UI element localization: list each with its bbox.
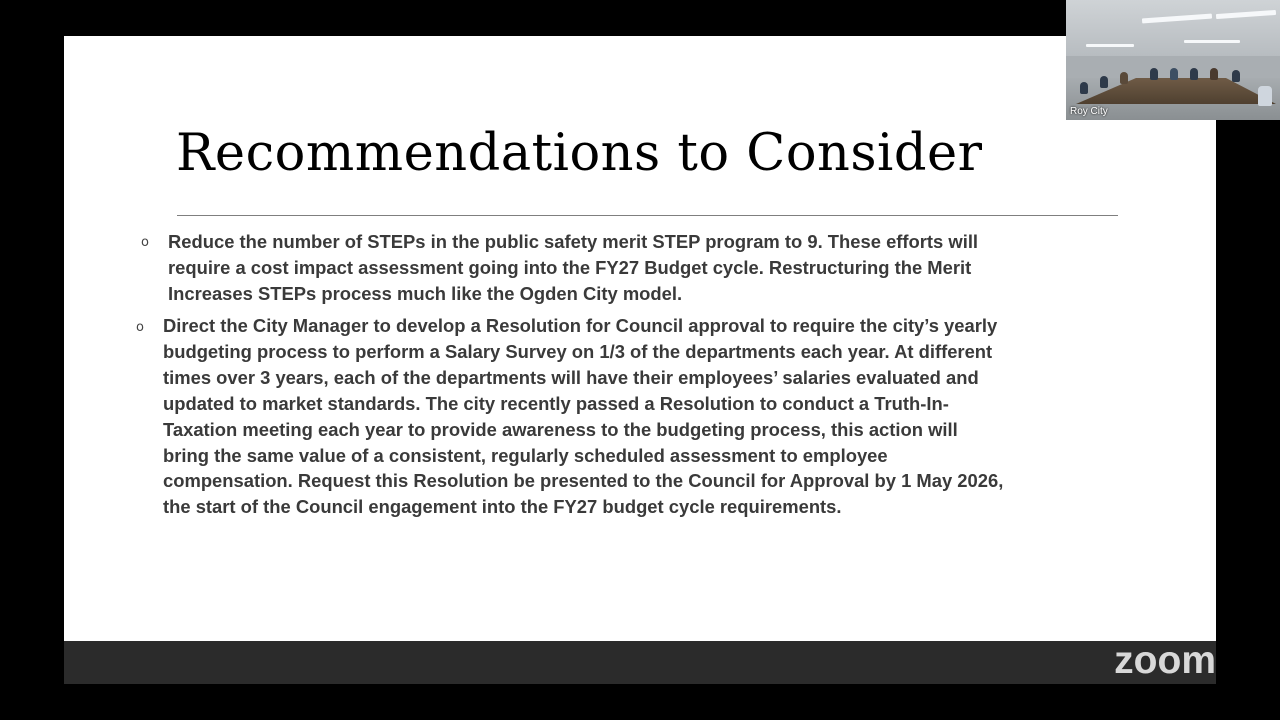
participant-figure bbox=[1150, 68, 1158, 80]
ceiling-light bbox=[1086, 44, 1134, 47]
bullet-item-1 bbox=[141, 229, 1148, 307]
participant-figure bbox=[1120, 72, 1128, 84]
bullet-line: times over 3 years, each of the departments will have their employees’ salaries evaluated and bbox=[163, 366, 979, 388]
bullet-line: bring the same value of a consistent, regularly scheduled assessment to employee bbox=[163, 444, 888, 466]
bullet-line: require a cost impact assessment going into the FY27 Budget cycle. Restructuring the Merit bbox=[168, 256, 972, 278]
bullet-line: Reduce the number of STEPs in the public safety merit STEP program to 9. These efforts will bbox=[168, 231, 979, 252]
participant-figure bbox=[1080, 82, 1088, 94]
zoom-watermark-bar bbox=[64, 641, 1216, 684]
presentation-slide bbox=[64, 36, 1216, 641]
bullet-line: compensation. Request this Resolution be presented to the Council for Approval by 1 May 2026, bbox=[163, 470, 1004, 492]
title-divider bbox=[177, 215, 1118, 216]
participant-figure bbox=[1232, 70, 1240, 82]
ceiling-light bbox=[1184, 40, 1240, 43]
bullet-line: updated to market standards. The city recently passed a Resolution to conduct a Truth-In- bbox=[163, 392, 949, 414]
bullet-line: Direct the City Manager to develop a Resolution for Council approval to require the city’s yearly bbox=[163, 315, 998, 336]
participant-figure bbox=[1100, 76, 1108, 88]
zoom-logo: zoom bbox=[1114, 639, 1216, 682]
ceiling-light bbox=[1216, 10, 1276, 19]
bullet-circle-icon: o bbox=[136, 320, 144, 335]
bullet-line: Increases STEPs process much like the Ogden City model. bbox=[168, 282, 683, 304]
participant-figure bbox=[1190, 68, 1198, 80]
participant-name-label: Roy City bbox=[1070, 106, 1108, 117]
bullet-item-2 bbox=[136, 313, 1163, 520]
ceiling-light bbox=[1142, 14, 1212, 24]
bullet-line: budgeting process to perform a Salary Survey on 1/3 of the departments each year. At different bbox=[163, 340, 993, 362]
participant-figure bbox=[1258, 86, 1272, 106]
bullet-circle-icon: o bbox=[141, 235, 149, 250]
bullet-line: the start of the Council engagement into the FY27 budget cycle requirements. bbox=[163, 496, 842, 518]
bullet-line: Taxation meeting each year to provide awareness to the budgeting process, this action will bbox=[163, 418, 958, 440]
participant-video-tile[interactable] bbox=[1066, 0, 1280, 120]
participant-figure bbox=[1210, 68, 1218, 80]
participant-figure bbox=[1170, 68, 1178, 80]
slide-title: Recommendations to Consider bbox=[176, 124, 983, 183]
